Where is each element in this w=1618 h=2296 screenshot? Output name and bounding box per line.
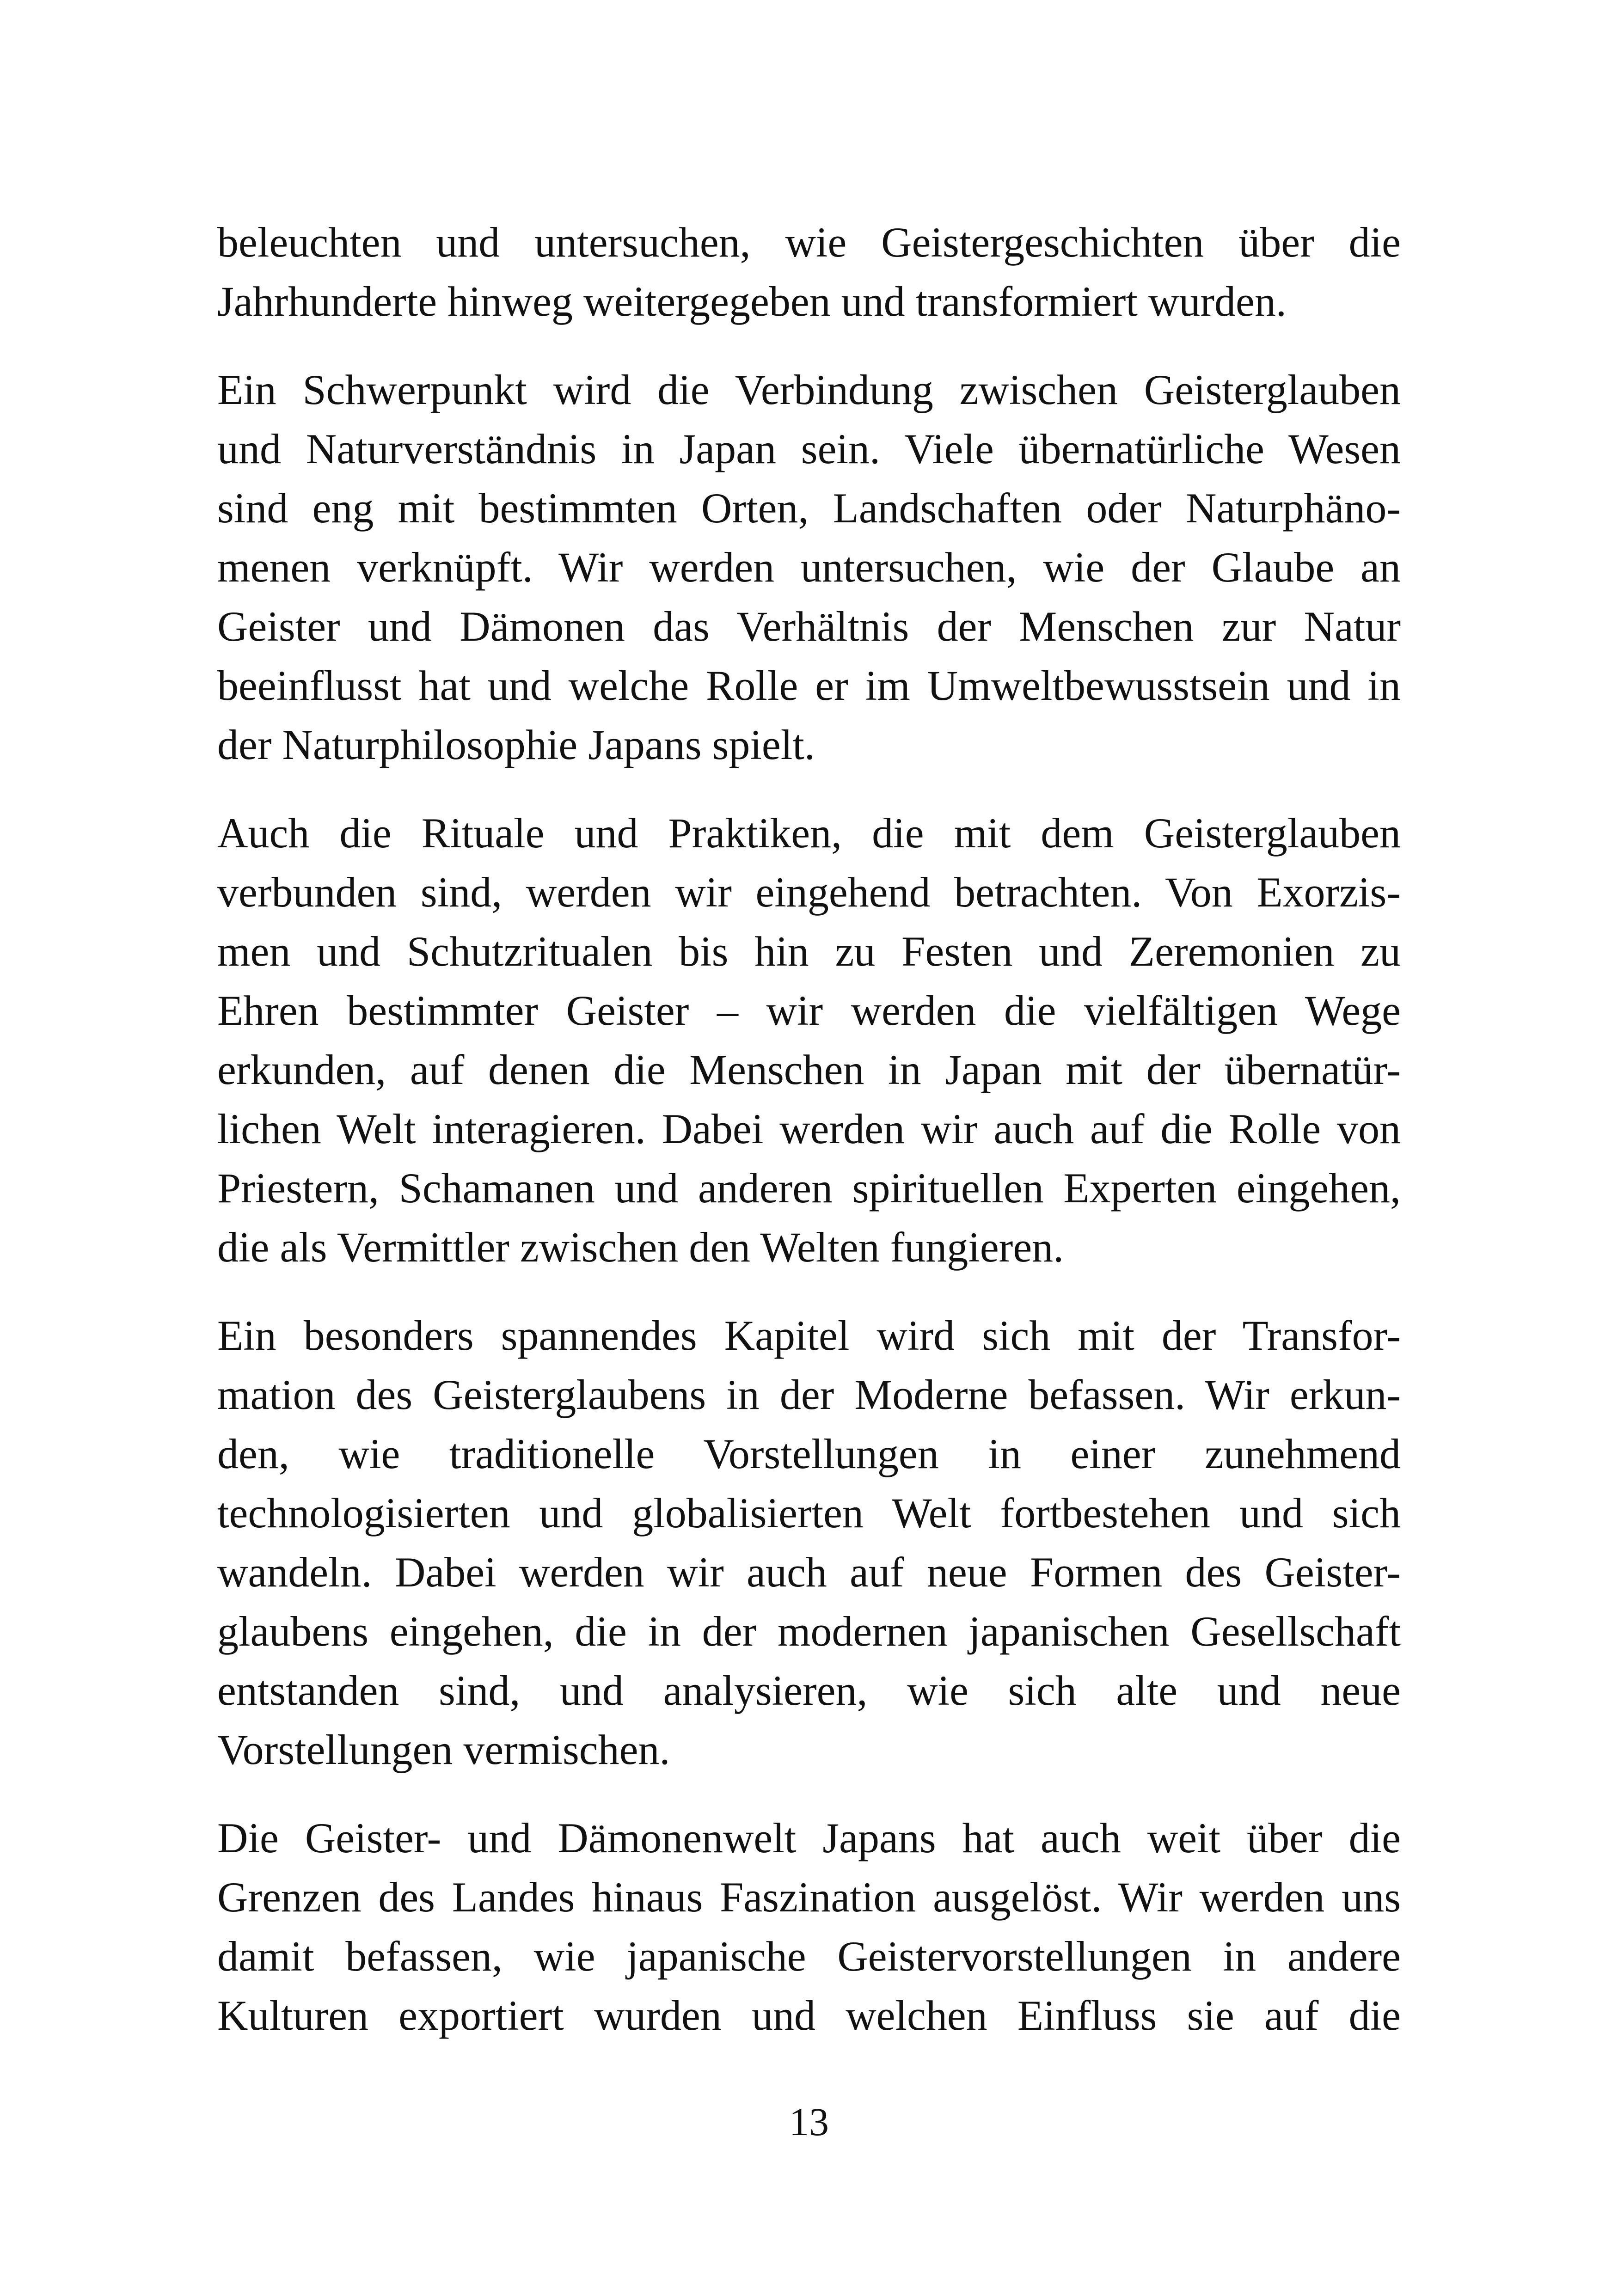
text-line: Kulturen exportiert wurden und welchen Einfluss sie auf die	[217, 1992, 1401, 2039]
body-text	[217, 213, 1401, 2074]
text-line: entstanden sind, und analysieren, wie sich alte und neue	[217, 1667, 1401, 1714]
text-line: Ein Schwerpunkt wird die Verbindung zwischen Geisterglauben	[217, 366, 1401, 413]
text-line: Die Geister- und Dämonenwelt Japans hat auch weit über die	[217, 1814, 1401, 1861]
text-line: beeinflusst hat und welche Rolle er im Umweltbewusstsein und in	[217, 662, 1401, 709]
text-line: glaubens eingehen, die in der modernen japanischen Gesellschaft	[217, 1608, 1401, 1655]
paragraph	[217, 1808, 1401, 2045]
text-line: Ein besonders spannendes Kapitel wird sich mit der Transfor-	[217, 1312, 1401, 1359]
text-line: Ehren bestimmter Geister – wir werden die vielfältigen Wege	[217, 987, 1401, 1034]
paragraph	[217, 803, 1401, 1277]
text-line: die als Vermittler zwischen den Welten fungieren.	[217, 1224, 1064, 1271]
text-line: lichen Welt interagieren. Dabei werden wir auch auf die Rolle von	[217, 1105, 1401, 1152]
page-number: 13	[789, 2100, 829, 2144]
text-line: menen verknüpft. Wir werden untersuchen, wie der Glaube an	[217, 544, 1401, 591]
text-line: Priestern, Schamanen und anderen spirituellen Experten eingehen,	[217, 1164, 1401, 1212]
paragraph	[217, 1306, 1401, 1779]
text-line: Grenzen des Landes hinaus Faszination ausgelöst. Wir werden uns	[217, 1874, 1401, 1921]
text-line: mation des Geisterglaubens in der Moderne befassen. Wir erkun-	[217, 1371, 1401, 1418]
text-line: und Naturverständnis in Japan sein. Viele übernatürliche Wesen	[217, 425, 1401, 472]
paragraph	[217, 360, 1401, 774]
paragraph	[217, 213, 1401, 331]
text-line: erkunden, auf denen die Menschen in Japan mit der übernatür-	[217, 1046, 1401, 1093]
text-line: sind eng mit bestimmten Orten, Landschaften oder Naturphäno-	[217, 484, 1401, 532]
text-line: der Naturphilosophie Japans spielt.	[217, 721, 815, 768]
text-line: verbunden sind, werden wir eingehend betrachten. Von Exorzis-	[217, 869, 1401, 916]
text-line: Vorstellungen vermischen.	[217, 1726, 670, 1773]
text-line: beleuchten und untersuchen, wie Geistergeschichten über die	[217, 219, 1401, 266]
text-line: Auch die Rituale und Praktiken, die mit dem Geisterglauben	[217, 809, 1401, 857]
text-line: den, wie traditionelle Vorstellungen in einer zunehmend	[217, 1430, 1401, 1477]
text-line: wandeln. Dabei werden wir auch auf neue Formen des Geister-	[217, 1549, 1401, 1596]
text-line: Geister und Dämonen das Verhältnis der Menschen zur Natur	[217, 603, 1401, 650]
text-line: technologisierten und globalisierten Welt fortbestehen und sich	[217, 1489, 1401, 1537]
text-line: Jahrhunderte hinweg weitergegeben und transformiert wurden.	[217, 278, 1287, 325]
text-line: damit befassen, wie japanische Geistervorstellungen in andere	[217, 1933, 1401, 1980]
text-line: men und Schutzritualen bis hin zu Festen und Zeremonien zu	[217, 928, 1401, 975]
